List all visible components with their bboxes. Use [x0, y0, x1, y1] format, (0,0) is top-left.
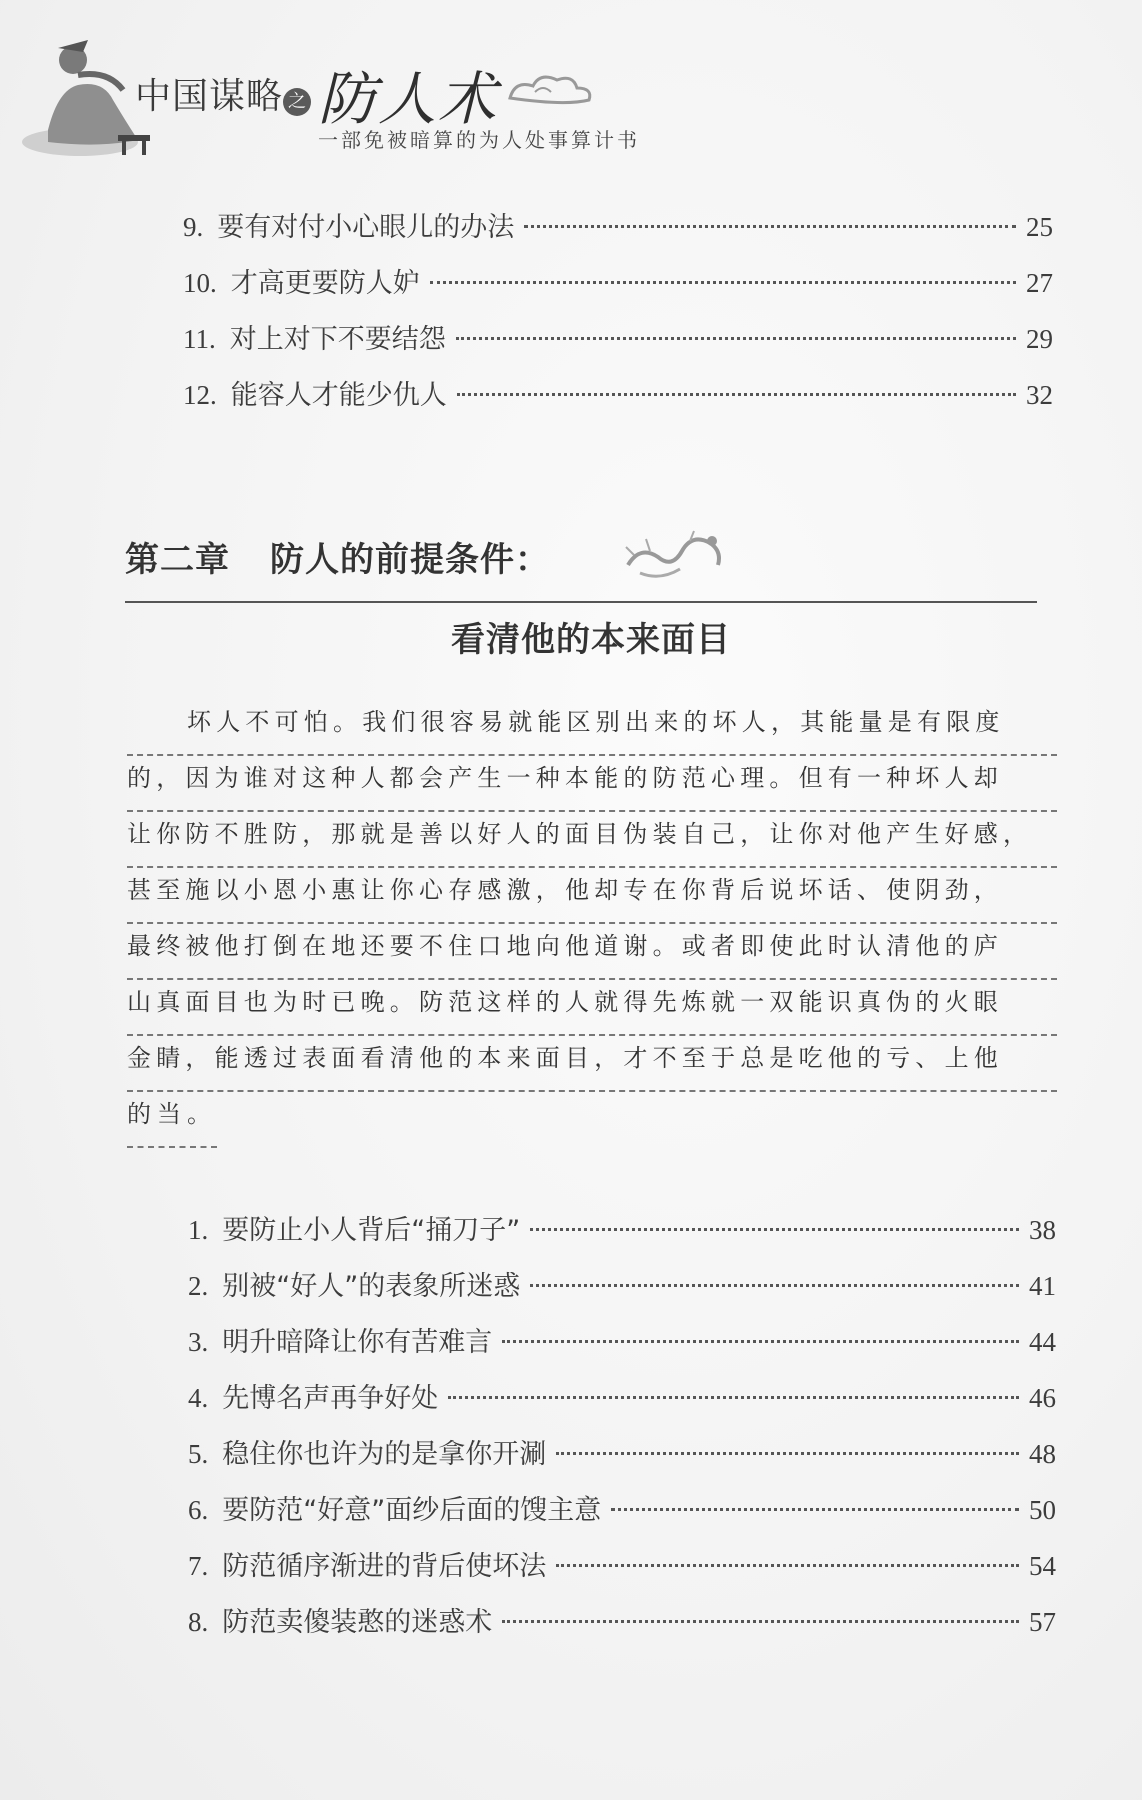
toc-entry-title: 才高更要防人妒: [230, 268, 420, 299]
toc-entry[interactable]: [188, 1208, 1056, 1248]
toc-entry-page: 46: [1029, 1383, 1056, 1413]
chapter-title: 防人的前提条件：: [270, 540, 550, 580]
chapter-label: 第二章: [125, 540, 230, 580]
toc-entry-title: 对上对下不要结怨: [229, 324, 446, 355]
toc-entry-number: 1.: [188, 1215, 209, 1245]
toc-entry-page: 44: [1029, 1327, 1056, 1357]
toc-leader-dots: [556, 1564, 1019, 1567]
toc-entry-page: 50: [1029, 1495, 1056, 1525]
toc-entry-page: 41: [1029, 1271, 1056, 1301]
intro-line: 坏人不可怕。我们很容易就能区别出来的坏人，其能量是有限度: [127, 700, 1057, 756]
toc-entry[interactable]: [188, 1600, 1056, 1640]
toc-entry-number: 3.: [188, 1327, 209, 1357]
toc-entry[interactable]: [188, 1488, 1056, 1528]
toc-entry-title: 稳住你也许为的是拿你开涮: [222, 1439, 547, 1470]
toc-entry-title: 防范循序渐进的背后使坏法: [222, 1551, 547, 1582]
chapter-divider: [125, 601, 1037, 603]
toc-leader-dots: [430, 281, 1016, 284]
toc-entry-page: 27: [1026, 268, 1053, 298]
toc-entry-number: 6.: [188, 1495, 209, 1525]
toc-entry-page: 57: [1029, 1607, 1056, 1637]
toc-entry-title: 先博名声再争好处: [222, 1383, 439, 1414]
toc-entry[interactable]: [188, 1264, 1056, 1304]
toc-entry-number: 7.: [188, 1551, 209, 1581]
series-title: 中国谋略: [135, 76, 284, 117]
toc-entry-number: 8.: [188, 1607, 209, 1637]
toc-entry-number: 9.: [183, 212, 204, 242]
toc-entry-number: 4.: [188, 1383, 209, 1413]
toc-entry[interactable]: [183, 317, 1053, 357]
intro-line: 甚至施以小恩小惠让你心存感激，他却专在你背后说坏话、使阴劲，: [127, 868, 1057, 924]
chapter-intro: [127, 700, 1057, 1148]
toc-entry[interactable]: [188, 1544, 1056, 1584]
toc-leader-dots: [530, 1228, 1019, 1231]
toc-entry-page: 48: [1029, 1439, 1056, 1469]
dragon-icon: [620, 525, 730, 585]
toc-leader-dots: [524, 225, 1016, 228]
toc-leader-dots: [502, 1340, 1019, 1343]
ancient-figure-illustration: [18, 30, 153, 160]
toc-entry-title: 能容人才能少仇人: [230, 380, 447, 411]
chapter-heading: [125, 532, 550, 581]
intro-line: 金睛，能透过表面看清他的本来面目，才不至于总是吃他的亏、上他: [127, 1036, 1057, 1092]
toc-leader-dots: [448, 1396, 1019, 1399]
toc-leader-dots: [556, 1452, 1019, 1455]
intro-line: 最终被他打倒在地还要不住口地向他道谢。或者即使此时认清他的庐: [127, 924, 1057, 980]
intro-line: 山真面目也为时已晚。防范这样的人就得先炼就一双能识真伪的火眼: [127, 980, 1057, 1036]
chapter-subtitle: 看清他的本来面目: [451, 620, 731, 660]
toc-leader-dots: [502, 1620, 1019, 1623]
toc-entry-page: 54: [1029, 1551, 1056, 1581]
toc-entry-title: 防范卖傻装憨的迷惑术: [222, 1607, 493, 1638]
toc-leader-dots: [457, 393, 1016, 396]
zhi-badge: 之: [283, 88, 311, 116]
intro-line: 让你防不胜防，那就是善以好人的面目伪装自己，让你对他产生好感，: [127, 812, 1057, 868]
book-title: 防人术: [318, 65, 499, 133]
book-subtitle: 一部免被暗算的为人处事算计书: [318, 128, 640, 152]
toc-entry-title: 要防范“好意”面纱后面的馊主意: [222, 1495, 602, 1526]
toc-entry[interactable]: [183, 205, 1053, 245]
toc-entry[interactable]: [188, 1376, 1056, 1416]
toc-entry-page: 29: [1026, 324, 1053, 354]
toc-entry-page: 38: [1029, 1215, 1056, 1245]
toc-entry-page: 32: [1026, 380, 1053, 410]
toc-entry[interactable]: [183, 261, 1053, 301]
toc-entry[interactable]: [188, 1320, 1056, 1360]
toc-entry-number: 12.: [183, 380, 217, 410]
cloud-icon: [505, 70, 595, 110]
toc-entry-number: 11.: [183, 324, 216, 354]
toc-entry-title: 别被“好人”的表象所迷惑: [222, 1271, 521, 1302]
toc-entry-title: 明升暗降让你有苦难言: [222, 1327, 493, 1358]
intro-line: 的当。: [127, 1092, 217, 1148]
toc-entry-title: 要有对付小心眼儿的办法: [217, 212, 515, 243]
intro-line: 的，因为谁对这种人都会产生一种本能的防范心理。但有一种坏人却: [127, 756, 1057, 812]
toc-entry-number: 2.: [188, 1271, 209, 1301]
toc-entry-number: 5.: [188, 1439, 209, 1469]
toc-entry[interactable]: [188, 1432, 1056, 1472]
toc-entry[interactable]: [183, 373, 1053, 413]
toc-entry-number: 10.: [183, 268, 217, 298]
toc-leader-dots: [456, 337, 1016, 340]
toc-entry-title: 要防止小人背后“捅刀子”: [222, 1215, 521, 1246]
toc-leader-dots: [611, 1508, 1019, 1511]
toc-leader-dots: [530, 1284, 1019, 1287]
book-header: [0, 0, 1142, 175]
toc-entry-page: 25: [1026, 212, 1053, 242]
